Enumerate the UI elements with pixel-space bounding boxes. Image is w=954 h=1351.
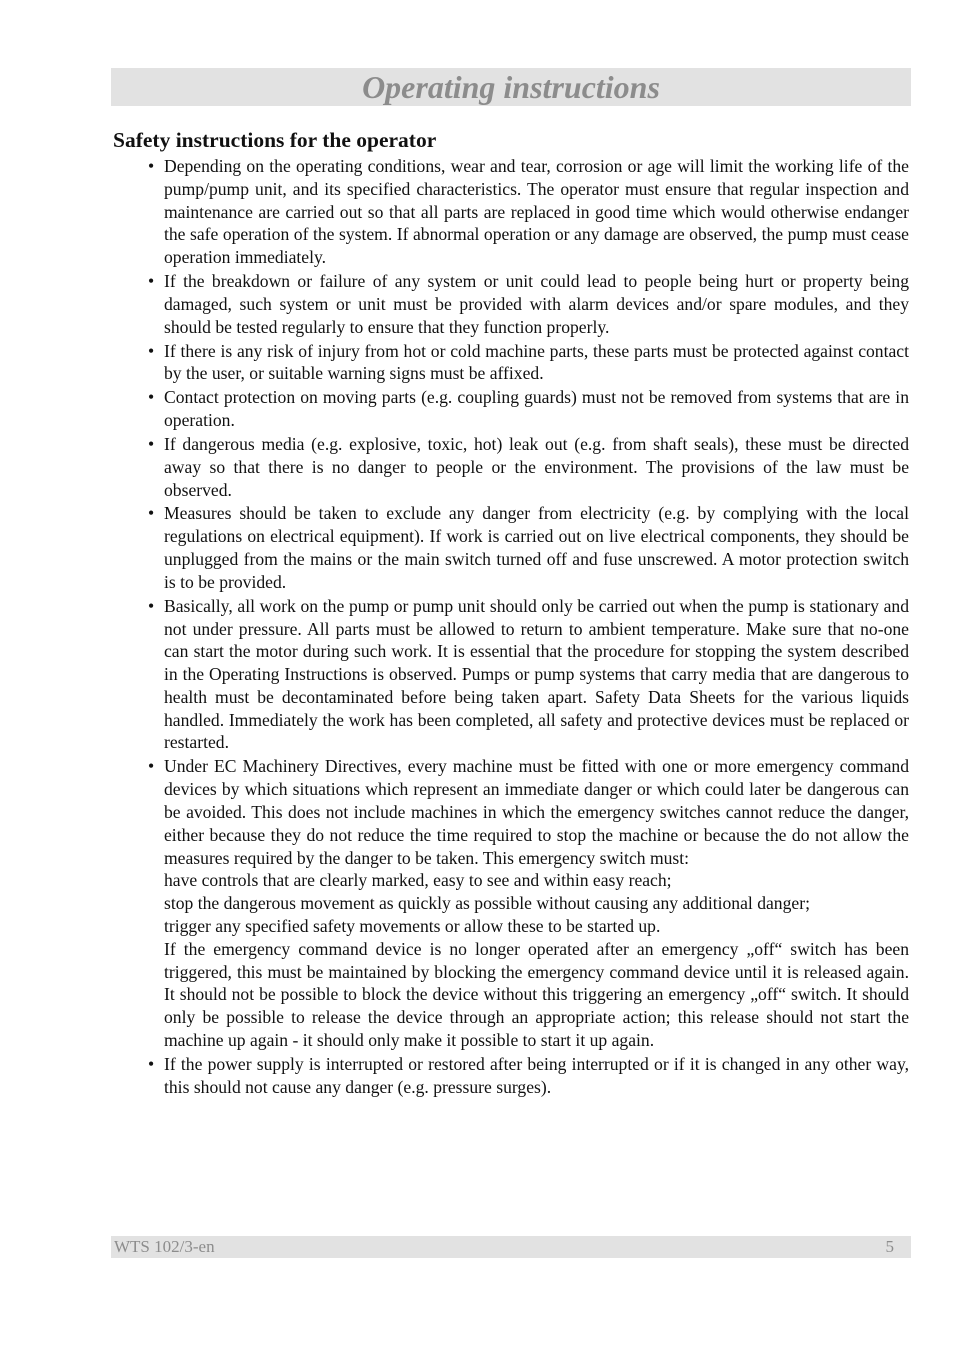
bullet-wear-and-tear: • Depending on the operating conditions, wear and tear, corrosion or age will limit the working life of the pump/pump unit, and its specified characteristics. The operator must ensure that regular inspection and maintenance are carried out so that all parts are replaced in good time which would otherwise endanger the safe operation of the system. If abnormal operation or any damage are observed, the pump must cease operation immediately. [164,155,909,269]
bullet-power-supply: • If the power supply is interrupted or restored after being interrupted or if it is changed in any other way, this should not cause any danger (e.g. pressure surges). [164,1053,909,1099]
bullet-emergency-devices [164,755,909,1051]
page-number: 5 [885,1237,894,1256]
bullet-stationary-work: • Basically, all work on the pump or pump unit should only be carried out when the pump is stationary and not under pressure. All parts must be allowed to return to ambient temperature. Make sure that no-one can start the motor during such work. It is essential that the procedure for stopping the system described in the Operating Instructions is observed. Pumps or pump systems that carry media that are dangerous to health must be decontaminated before being taken apart. Safety Data Sheets for the various liquids handled. Immediately the work has been completed, all safety and protective devices must be replaced or restarted. [164,595,909,755]
emergency-requirement-1: have controls that are clearly marked, easy to see and within easy reach; [164,870,672,891]
emergency-requirement-2: stop the dangerous movement as quickly as possible without causing any additional danger; [164,893,810,914]
header-bar [111,68,911,106]
bullet-contact-protection: • Contact protection on moving parts (e.g. coupling guards) must not be removed from systems that are in operation. [164,386,909,432]
emergency-closing: If the emergency command device is no longer operated after an emergency „off“ switch has been triggered, this must be maintained by blocking the emergency command device until it is released again. It should not be possible to block the device without this triggering an emergency „off“ switch. It should only be possible to release the device through an appropriate action; this release should not start the machine up again - it should only make it possible to start it up again. [164,938,909,1050]
section-title: Safety instructions for the operator [113,128,437,152]
bullet-dangerous-media: • If dangerous media (e.g. explosive, toxic, hot) leak out (e.g. from shaft seals), these must be directed away so that there is no danger to people or the environment. The provisions of the law must be observed. [164,433,909,501]
page-title: Operating instructions [362,69,660,105]
document-code: WTS 102/3-en [114,1237,215,1256]
bullet-breakdown-alarm: • If the breakdown or failure of any system or unit could lead to people being hurt or property being damaged, such system or unit must be provided with alarm devices and/or spare modules, and they should be tested regularly to ensure that they function properly. [164,270,909,338]
footer-bar [111,1236,911,1258]
emergency-intro: • Under EC Machinery Directives, every machine must be fitted with one or more emergency command devices by which situations which represent an immediate danger or which could later be dangerous can be avoided. This does not include machines in which the emergency switches cannot reduce the danger, either because they do not reduce the time required to stop the machine or because the do not allow the measures required by the danger to be taken. This emergency switch must: [164,756,909,868]
safety-bullet-list [164,155,909,1100]
bullet-electricity: • Measures should be taken to exclude any danger from electricity (e.g. by complying with the local regulations on electrical equipment). If work is carried out on live electrical components, they should be unplugged from the mains or the main switch turned off and fuse unscrewed. A motor protection switch is to be provided. [164,502,909,593]
bullet-hot-cold-parts: • If there is any risk of injury from hot or cold machine parts, these parts must be protected against contact by the user, or suitable warning signs must be affixed. [164,340,909,386]
emergency-requirement-3: trigger any specified safety movements or allow these to be started up. [164,915,661,936]
